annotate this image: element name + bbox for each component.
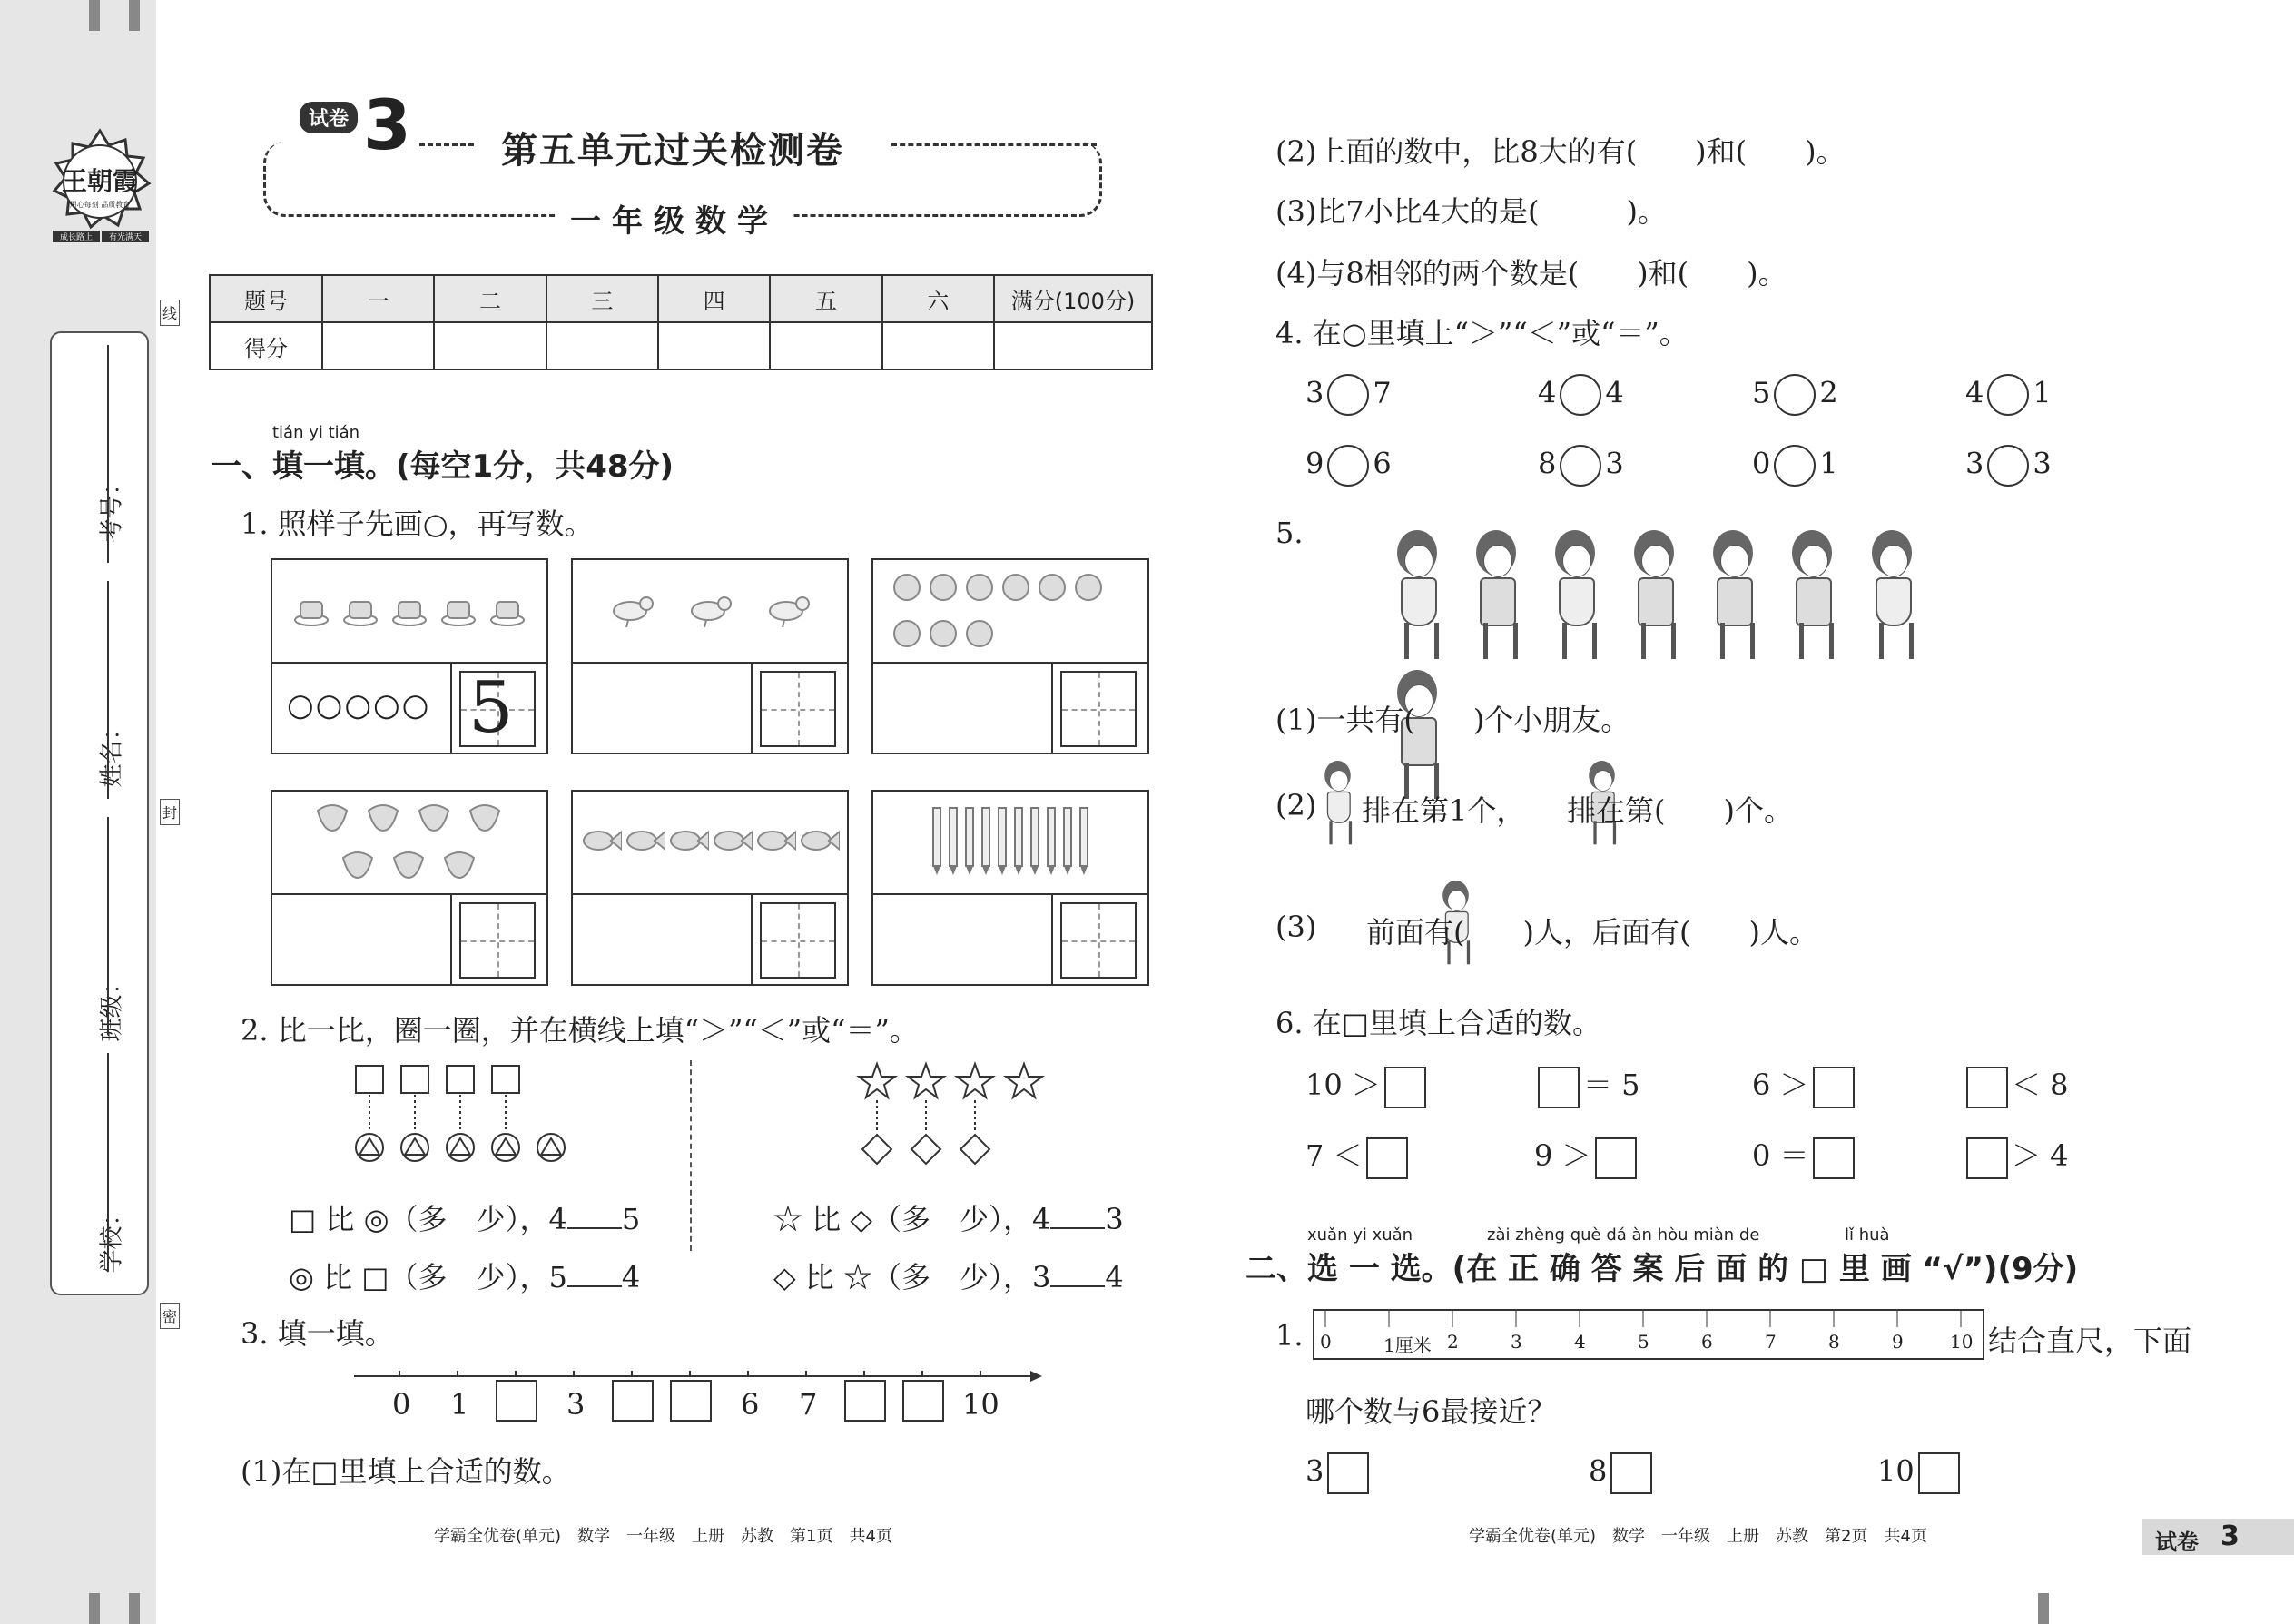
page-title: 第五单元过关检测卷: [501, 130, 844, 172]
brand-slogan: 用心每刻 品质教育: [69, 201, 131, 209]
ruler-label: 10: [1950, 1331, 1974, 1353]
peach-icon: [891, 617, 922, 652]
answer-divider: [751, 662, 753, 753]
boy-figure: [1627, 530, 1681, 666]
q4-left-number: 0: [1752, 446, 1771, 481]
answer-divider: [450, 893, 452, 984]
paper-badge-number: 3: [363, 84, 411, 165]
compare-circle[interactable]: [1560, 374, 1601, 416]
strawberry-icon: [340, 849, 376, 883]
q1-box-cakes: [271, 558, 548, 754]
q5-1-text: (1)一共有( )个小朋友。: [1275, 703, 1630, 737]
picture-divider: [272, 893, 546, 895]
strawberry-icon: [390, 849, 427, 883]
q4-item: [1305, 445, 1392, 487]
answer-blank[interactable]: [1050, 1285, 1105, 1287]
ruler-label: 6: [1701, 1331, 1713, 1353]
cake-pictures: [272, 560, 546, 664]
q3-1-text: (1)在□里填上合适的数。: [241, 1454, 571, 1489]
numline-label: 7: [799, 1387, 818, 1422]
option-label: 3: [1305, 1453, 1324, 1489]
boy-figure: [1706, 530, 1760, 666]
strawberry-icon: [441, 849, 478, 883]
title-dash-right: [891, 143, 1097, 146]
answer-number-grid[interactable]: [459, 902, 536, 979]
pencil-icon: [1046, 804, 1057, 881]
q1-text: 1. 照样子先画○，再写数。: [241, 507, 594, 541]
cake-icon: [489, 591, 526, 631]
q1-box-strawberries: [271, 790, 548, 986]
strawberry-icon: [416, 802, 452, 836]
score-cell[interactable]: [546, 322, 658, 369]
class-label: 班级：: [98, 970, 126, 1042]
s2-q1-number: 1.: [1275, 1318, 1304, 1353]
exam-no-label: 考号：: [98, 471, 126, 543]
boy-figure: [1469, 530, 1523, 666]
name-line[interactable]: [107, 581, 109, 799]
q4-item: [1965, 445, 2052, 487]
answer-divider: [1051, 893, 1053, 984]
section1-title: 一、填一填。(每空1分，共48分): [211, 448, 674, 485]
q6-right-text: ＞ 4: [2012, 1138, 2069, 1173]
q6-item: [1305, 1062, 1430, 1108]
option-label: 8: [1589, 1453, 1608, 1489]
answer-number-grid[interactable]: [1060, 671, 1137, 747]
score-header-cell: 一: [322, 275, 434, 322]
compare-circle[interactable]: [1774, 374, 1816, 416]
fish-icon: [624, 827, 665, 858]
numline-answer-box[interactable]: [496, 1380, 537, 1422]
page-subtitle: 一年级数学: [557, 196, 792, 241]
peach-icon: [1037, 571, 1068, 605]
bird-icon: [606, 591, 657, 631]
q3-2-text: (2)上面的数中，比8大的有( )和( )。: [1275, 134, 1846, 169]
answer-number-grid[interactable]: [760, 902, 836, 979]
numline-label: 1: [450, 1387, 469, 1422]
answer-divider: [450, 662, 452, 753]
peach-icon: [891, 571, 922, 605]
numline-answer-box[interactable]: [670, 1380, 712, 1422]
star-shapes: [859, 1064, 1042, 1097]
section2-title: 二、选 一 选。(在 正 确 答 案 后 面 的 □ 里 画 “√”)(9分): [1245, 1251, 2079, 1287]
score-table-row: [210, 322, 1152, 369]
diamond-shapes: [862, 1135, 989, 1164]
ruler-label: 4: [1574, 1331, 1586, 1353]
answer-box[interactable]: [1366, 1137, 1408, 1179]
page-tab-label: 试卷: [2155, 1530, 2199, 1555]
q4-left-number: 5: [1752, 375, 1771, 410]
sample-number-grid: [459, 667, 536, 749]
section2-pinyin-1: xuǎn yi xuǎn: [1307, 1225, 1413, 1245]
q4-item: [1305, 374, 1392, 416]
q2-row-number: 3: [1105, 1202, 1124, 1236]
binding-feng: 封: [160, 799, 180, 825]
paper-badge-label: 试卷: [300, 102, 358, 133]
q4-right-number: 3: [2033, 446, 2052, 481]
triangle-circle-shapes: [356, 1134, 565, 1161]
score-header-cell: 二: [434, 275, 546, 322]
s2-q1-text: 结合直尺，下面: [1988, 1324, 2192, 1358]
ruler-ticks: [1314, 1311, 1983, 1331]
peach-pictures: [891, 567, 1127, 655]
option-label: 10: [1877, 1453, 1915, 1489]
brand-motto-left: 成长路上: [53, 231, 100, 242]
s2-option: [1305, 1452, 1373, 1494]
score-cell[interactable]: [994, 322, 1152, 369]
q6-left-text: 6 ＞: [1752, 1068, 1809, 1102]
ruler-label: 9: [1892, 1331, 1904, 1353]
pencil-icon: [1078, 804, 1089, 881]
ruler-label: 7: [1765, 1331, 1777, 1353]
q4-right-number: 1: [1819, 446, 1838, 481]
score-row-label: 得分: [210, 322, 322, 369]
score-cell[interactable]: [770, 322, 881, 369]
q4-item: [1752, 374, 1838, 416]
pencil-icon: [931, 804, 942, 881]
ruler-label: 8: [1828, 1331, 1840, 1353]
q6-item: [1534, 1133, 1640, 1179]
score-cell[interactable]: [658, 322, 770, 369]
connector-lines: [877, 1100, 975, 1133]
strawberry-pictures: [290, 799, 527, 886]
ruler-label: 1厘米: [1383, 1334, 1432, 1356]
q2-row: [289, 1196, 640, 1238]
q6-left-text: 0 ＝: [1752, 1138, 1809, 1173]
q3-3-text: (3)比7小比4大的是( )。: [1275, 194, 1668, 229]
girl-figure: [1548, 530, 1602, 666]
brand-motto-right: 有光满天: [102, 231, 149, 242]
school-line[interactable]: [107, 1053, 109, 1271]
school-label: 学校：: [98, 1202, 126, 1274]
section2-pinyin-2: zài zhèng què dá àn hòu miàn de: [1487, 1225, 1760, 1245]
checkbox[interactable]: [1327, 1452, 1369, 1494]
q1-box-fish: [571, 790, 849, 986]
q5-2-text-b: 排在第( )个。: [1567, 793, 1793, 828]
q6-item: [1305, 1133, 1412, 1179]
cake-icon: [342, 591, 379, 631]
compare-circle[interactable]: [1327, 374, 1369, 416]
s2-option: [1877, 1452, 1964, 1494]
page-tab-number: 3: [2220, 1521, 2240, 1552]
q4-item: [1538, 374, 1624, 416]
q4-left-number: 4: [1538, 375, 1557, 410]
peach-icon: [1000, 571, 1031, 605]
q3-text: 3. 填一填。: [241, 1316, 394, 1351]
numline-label: 10: [962, 1387, 999, 1422]
answer-box[interactable]: [1813, 1067, 1855, 1108]
numline-answer-box[interactable]: [902, 1380, 944, 1422]
score-table: [209, 274, 1153, 370]
q4-left-number: 9: [1305, 446, 1324, 481]
children-lineup: [1380, 530, 1979, 675]
q2-row-text: ☆ 比 ◇（多 少），4: [773, 1202, 1051, 1236]
boy-figure: [1785, 530, 1839, 666]
score-table-header-row: [210, 275, 1152, 322]
fish-icon: [798, 827, 840, 858]
girl-figure-small: [1320, 761, 1355, 850]
answer-divider: [751, 893, 753, 984]
bird-pictures: [573, 560, 847, 664]
pencil-pictures: [873, 792, 1147, 893]
q6-left-text: 9 ＞: [1534, 1138, 1591, 1173]
score-header-cell: 满分(100分): [994, 275, 1152, 322]
q6-item: [1963, 1062, 2069, 1108]
answer-number-grid[interactable]: [1060, 902, 1137, 979]
punch-mark: [129, 0, 140, 31]
pencil-icon: [997, 804, 1008, 881]
numline-label: 0: [392, 1387, 411, 1422]
q2-text: 2. 比一比，圈一圈，并在横线上填“＞”“＜”或“＝”。: [241, 1013, 919, 1048]
brand-name: 王朝霞: [61, 166, 138, 196]
q4-right-number: 3: [1605, 446, 1624, 481]
pencil-icon: [1062, 804, 1073, 881]
strawberry-icon: [467, 802, 503, 836]
ruler-label: 2: [1447, 1331, 1459, 1353]
bird-icon: [763, 591, 813, 631]
section2-pinyin-3: lǐ huà: [1845, 1225, 1890, 1245]
q2-row-number: 4: [1105, 1260, 1124, 1294]
connector-lines: [369, 1095, 506, 1129]
score-header-cell: 四: [658, 275, 770, 322]
bird-icon: [684, 591, 735, 631]
answer-box[interactable]: [1538, 1067, 1580, 1108]
peach-icon: [964, 571, 995, 605]
picture-divider: [873, 662, 1147, 664]
q2-row: [289, 1255, 640, 1296]
score-cell[interactable]: [434, 322, 546, 369]
score-cell[interactable]: [882, 322, 994, 369]
q4-item: [1752, 445, 1838, 487]
ruler-label: 3: [1511, 1331, 1522, 1353]
answer-blank[interactable]: [1050, 1227, 1105, 1229]
q4-right-number: 4: [1605, 375, 1624, 410]
peach-icon: [928, 571, 959, 605]
title-dash-left: [419, 143, 474, 146]
q4-item: [1965, 374, 2052, 416]
fish-icon: [711, 827, 753, 858]
pencil-icon: [948, 804, 959, 881]
punch-mark: [2038, 1593, 2049, 1624]
name-label: 姓名：: [98, 716, 126, 788]
q5-2-prefix: (2): [1275, 788, 1317, 822]
q5-2-text-a: 排在第1个，: [1362, 793, 1526, 828]
pencil-icon: [980, 804, 991, 881]
q4-left-number: 4: [1965, 375, 1984, 410]
q6-right-text: ＝ 5: [1583, 1068, 1640, 1102]
q6-right-text: ＜ 8: [2012, 1068, 2069, 1102]
q1-box-pencils: [871, 790, 1149, 986]
q2-divider: [690, 1060, 692, 1251]
q6-left-text: 10 ＞: [1305, 1068, 1381, 1102]
q4-right-number: 7: [1373, 375, 1392, 410]
q2-row-text: ◇ 比 ☆（多 少），3: [773, 1260, 1051, 1294]
pencil-icon: [1029, 804, 1040, 881]
ruler-label: 0: [1320, 1331, 1332, 1353]
q6-item: [1963, 1133, 2069, 1179]
q6-item: [1752, 1062, 1858, 1108]
square-shapes: [356, 1066, 519, 1093]
answer-box[interactable]: [1595, 1137, 1637, 1179]
page-tab: [2142, 1519, 2294, 1555]
q4-left-number: 3: [1305, 375, 1324, 410]
answer-box[interactable]: [1966, 1067, 2008, 1108]
peach-icon: [928, 617, 959, 652]
pencil-icon: [1013, 804, 1024, 881]
q2-row-number: 4: [621, 1260, 641, 1294]
fish-pictures: [573, 792, 847, 893]
binding-xian: 线: [160, 300, 180, 326]
ruler: [1313, 1309, 1984, 1360]
compare-circle[interactable]: [1987, 374, 2029, 416]
answer-box[interactable]: [1384, 1067, 1426, 1108]
score-header-cell: 题号: [210, 275, 322, 322]
girl-figure: [1390, 530, 1444, 666]
answer-divider: [1051, 662, 1053, 753]
compare-circle[interactable]: [1987, 445, 2029, 487]
q5-3-text: 前面有( )人，后面有( )人。: [1366, 915, 1818, 950]
cake-icon: [440, 591, 477, 631]
punch-mark: [129, 1593, 140, 1624]
q5-text: 5.: [1275, 516, 1304, 550]
q4-left-number: 3: [1965, 446, 1984, 481]
numline-label: 3: [566, 1387, 586, 1422]
q1-box-peaches: [871, 558, 1149, 754]
q5-3-prefix: (3): [1275, 910, 1317, 944]
score-header-cell: 三: [546, 275, 658, 322]
strawberry-icon: [314, 802, 350, 836]
q4-right-number: 6: [1373, 446, 1392, 481]
picture-divider: [573, 893, 847, 895]
q4-left-number: 8: [1538, 446, 1557, 481]
girl-figure: [1865, 530, 1919, 666]
footer-left: 学霸全优卷(单元) 数学 一年级 上册 苏教 第1页 共4页: [434, 1527, 892, 1546]
answer-box[interactable]: [1813, 1137, 1855, 1179]
strawberry-icon: [365, 802, 401, 836]
punch-mark: [89, 1593, 100, 1624]
picture-divider: [873, 893, 1147, 895]
fish-icon: [754, 827, 796, 858]
q2-right-figure: [853, 1060, 1053, 1171]
q1-box-birds: [571, 558, 849, 754]
binding-mi: 密: [160, 1303, 180, 1329]
footer-right: 学霸全优卷(单元) 数学 一年级 上册 苏教 第2页 共4页: [1469, 1527, 1927, 1546]
pencil-icon: [964, 804, 975, 881]
score-header-cell: 五: [770, 275, 881, 322]
numline-answer-box[interactable]: [612, 1380, 654, 1422]
compare-circle[interactable]: [1327, 445, 1369, 487]
peach-icon: [1073, 571, 1104, 605]
q4-text: 4. 在○里填上“＞”“＜”或“＝”。: [1275, 316, 1689, 350]
q2-row-text: □ 比 ◎（多 少），4: [289, 1202, 567, 1236]
q2-row-number: 5: [621, 1202, 641, 1236]
checkbox[interactable]: [1918, 1452, 1960, 1494]
q3-4-text: (4)与8相邻的两个数是( )和( )。: [1275, 256, 1787, 290]
q4-item: [1538, 445, 1624, 487]
score-cell[interactable]: [322, 322, 434, 369]
cake-icon: [293, 591, 330, 631]
punch-mark: [89, 0, 100, 31]
q4-right-number: 2: [1819, 375, 1838, 410]
q4-right-number: 1: [2033, 375, 2052, 410]
s2-option: [1589, 1452, 1656, 1494]
ruler-label: 5: [1638, 1331, 1649, 1353]
q2-row-text: ◎ 比 □（多 少），5: [289, 1260, 567, 1294]
peach-icon: [964, 617, 995, 652]
q2-row: [773, 1196, 1124, 1238]
fish-icon: [667, 827, 709, 858]
fish-icon: [580, 827, 622, 858]
sample-circles: ○○○○○: [287, 687, 431, 723]
compare-circle[interactable]: [1560, 445, 1601, 487]
numline-answer-box[interactable]: [844, 1380, 886, 1422]
q6-text: 6. 在□里填上合适的数。: [1275, 1006, 1601, 1040]
answer-blank[interactable]: [567, 1227, 622, 1229]
cake-icon: [391, 591, 428, 631]
exam-no-line[interactable]: [107, 345, 109, 563]
q6-item: [1534, 1062, 1640, 1108]
s2-q1-text-2: 哪个数与6最接近？: [1305, 1394, 1557, 1429]
score-header-cell: 六: [882, 275, 994, 322]
answer-box[interactable]: [1966, 1137, 2008, 1179]
q2-left-figure: [345, 1062, 590, 1171]
answer-number-grid[interactable]: [760, 671, 836, 747]
section1-pinyin: tián yi tián: [272, 423, 360, 442]
checkbox[interactable]: [1610, 1452, 1652, 1494]
q2-row: [773, 1255, 1124, 1296]
numline-label: 6: [741, 1387, 760, 1422]
q6-item: [1752, 1133, 1858, 1179]
sample-number: 5: [468, 667, 514, 749]
answer-blank[interactable]: [567, 1285, 622, 1287]
brand-logo: [45, 127, 154, 245]
class-line[interactable]: [107, 817, 109, 1035]
compare-circle[interactable]: [1774, 445, 1816, 487]
q6-left-text: 7 ＜: [1305, 1138, 1363, 1173]
